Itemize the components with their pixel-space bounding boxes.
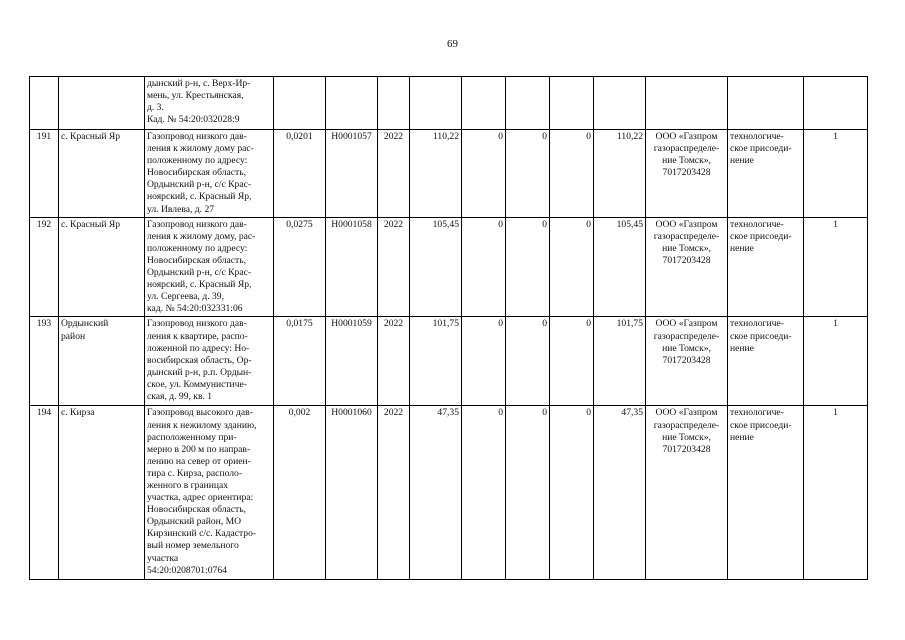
cell-v3 bbox=[506, 77, 550, 130]
cell-description: Газопровод низкого дав- ления к квартире, распо- ложенной по адресу: Но- восибирская область, Ор- дынский р-н, р.п. Ордын- ское, ул. Коммунистиче- ская, д. 99, кв. 1 bbox=[145, 317, 274, 406]
cell-count: 1 bbox=[804, 130, 868, 218]
cell-v5: 110,22 bbox=[594, 130, 646, 218]
cell-locality: с. Красный Яр bbox=[59, 130, 145, 218]
cell-description: Газопровод высокого дав- ления к нежилому зданию, расположенному при- мерно в 200 м по направ- лению на север от ориен- тира с. Кирза, располо- женного в границах участка, адрес ориентира: Новосибирская область, Ордынский район, МО Кирзинский с/с. Кадастро- вый номер земельного участка 54:20:0208701:0764 bbox=[145, 406, 274, 580]
cell-purpose bbox=[728, 77, 804, 130]
cell-v3: 0 bbox=[506, 130, 550, 218]
cell-purpose: технологиче- ское присоеди- нение bbox=[728, 406, 804, 580]
cell-v5: 101,75 bbox=[594, 317, 646, 406]
cell-year: 2022 bbox=[378, 130, 410, 218]
table-body bbox=[30, 77, 868, 580]
gas-pipeline-table bbox=[29, 76, 868, 580]
cell-v1: 110,22 bbox=[410, 130, 462, 218]
table-row bbox=[30, 130, 868, 218]
cell-length: 0,0175 bbox=[274, 317, 326, 406]
cell-purpose: технологиче- ское присоеди- нение bbox=[728, 130, 804, 218]
cell-v3: 0 bbox=[506, 406, 550, 580]
cell-num: 191 bbox=[30, 130, 59, 218]
cell-v1: 101,75 bbox=[410, 317, 462, 406]
cell-v4: 0 bbox=[550, 217, 594, 317]
cell-num: 192 bbox=[30, 217, 59, 317]
cell-locality: с. Красный Яр bbox=[59, 217, 145, 317]
cell-length bbox=[274, 77, 326, 130]
cell-purpose: технологиче- ское присоеди- нение bbox=[728, 217, 804, 317]
cell-length: 0,002 bbox=[274, 406, 326, 580]
cell-code: Н0001058 bbox=[326, 217, 378, 317]
cell-year bbox=[378, 77, 410, 130]
table-row bbox=[30, 317, 868, 406]
cell-locality bbox=[59, 77, 145, 130]
cell-v2 bbox=[462, 77, 506, 130]
cell-v1: 105,45 bbox=[410, 217, 462, 317]
cell-count: 1 bbox=[804, 317, 868, 406]
table-row bbox=[30, 217, 868, 317]
cell-count: 1 bbox=[804, 217, 868, 317]
table-row bbox=[30, 406, 868, 580]
cell-v5 bbox=[594, 77, 646, 130]
cell-owner: ООО «Газпром газораспределе- ние Томск», 7017203428 bbox=[646, 317, 728, 406]
cell-v1 bbox=[410, 77, 462, 130]
cell-locality: с. Кирза bbox=[59, 406, 145, 580]
cell-locality: Ордынский район bbox=[59, 317, 145, 406]
cell-v2: 0 bbox=[462, 130, 506, 218]
cell-v4: 0 bbox=[550, 130, 594, 218]
cell-count: 1 bbox=[804, 406, 868, 580]
cell-code: Н0001059 bbox=[326, 317, 378, 406]
cell-code: Н0001060 bbox=[326, 406, 378, 580]
cell-length: 0,0275 bbox=[274, 217, 326, 317]
cell-purpose: технологиче- ское присоеди- нение bbox=[728, 317, 804, 406]
cell-description: Газопровод низкого дав- ления к жилому дому, рас- положенному по адресу: Новосибирская область, Ордынский р-н, с/с Крас- ноярский, с. Красный Яр, ул. Сергеева, д. 39, кад. № 54:20:032331:06 bbox=[145, 217, 274, 317]
cell-v3: 0 bbox=[506, 317, 550, 406]
cell-v4 bbox=[550, 77, 594, 130]
cell-owner: ООО «Газпром газораспределе- ние Томск», 7017203428 bbox=[646, 130, 728, 218]
cell-v5: 47,35 bbox=[594, 406, 646, 580]
cell-description: Газопровод низкого дав- ления к жилому дому рас- положенному по адресу: Новосибирская область, Ордынский р-н, с/с Крас- ноярский, с. Красный Яр, ул. Ивлева, д. 27 bbox=[145, 130, 274, 218]
cell-year: 2022 bbox=[378, 317, 410, 406]
cell-owner: ООО «Газпром газораспределе- ние Томск», 7017203428 bbox=[646, 406, 728, 580]
cell-v2: 0 bbox=[462, 406, 506, 580]
cell-num: 194 bbox=[30, 406, 59, 580]
cell-v1: 47,35 bbox=[410, 406, 462, 580]
cell-length: 0,0201 bbox=[274, 130, 326, 218]
cell-count bbox=[804, 77, 868, 130]
cell-num bbox=[30, 77, 59, 130]
cell-owner: ООО «Газпром газораспределе- ние Томск», 7017203428 bbox=[646, 217, 728, 317]
cell-v5: 105,45 bbox=[594, 217, 646, 317]
cell-owner bbox=[646, 77, 728, 130]
page-number: 69 bbox=[447, 38, 458, 50]
cell-v2: 0 bbox=[462, 217, 506, 317]
cell-v4: 0 bbox=[550, 317, 594, 406]
cell-num: 193 bbox=[30, 317, 59, 406]
cell-year: 2022 bbox=[378, 217, 410, 317]
cell-code bbox=[326, 77, 378, 130]
cell-v3: 0 bbox=[506, 217, 550, 317]
cell-v2: 0 bbox=[462, 317, 506, 406]
cell-description: дынский р-н, с. Верх-Ир- мень, ул. Крестьянская, д. 3. Кад. № 54:20:032028:9 bbox=[145, 77, 274, 130]
cell-code: Н0001057 bbox=[326, 130, 378, 218]
table-row-continuation bbox=[30, 77, 868, 130]
cell-year: 2022 bbox=[378, 406, 410, 580]
cell-v4: 0 bbox=[550, 406, 594, 580]
